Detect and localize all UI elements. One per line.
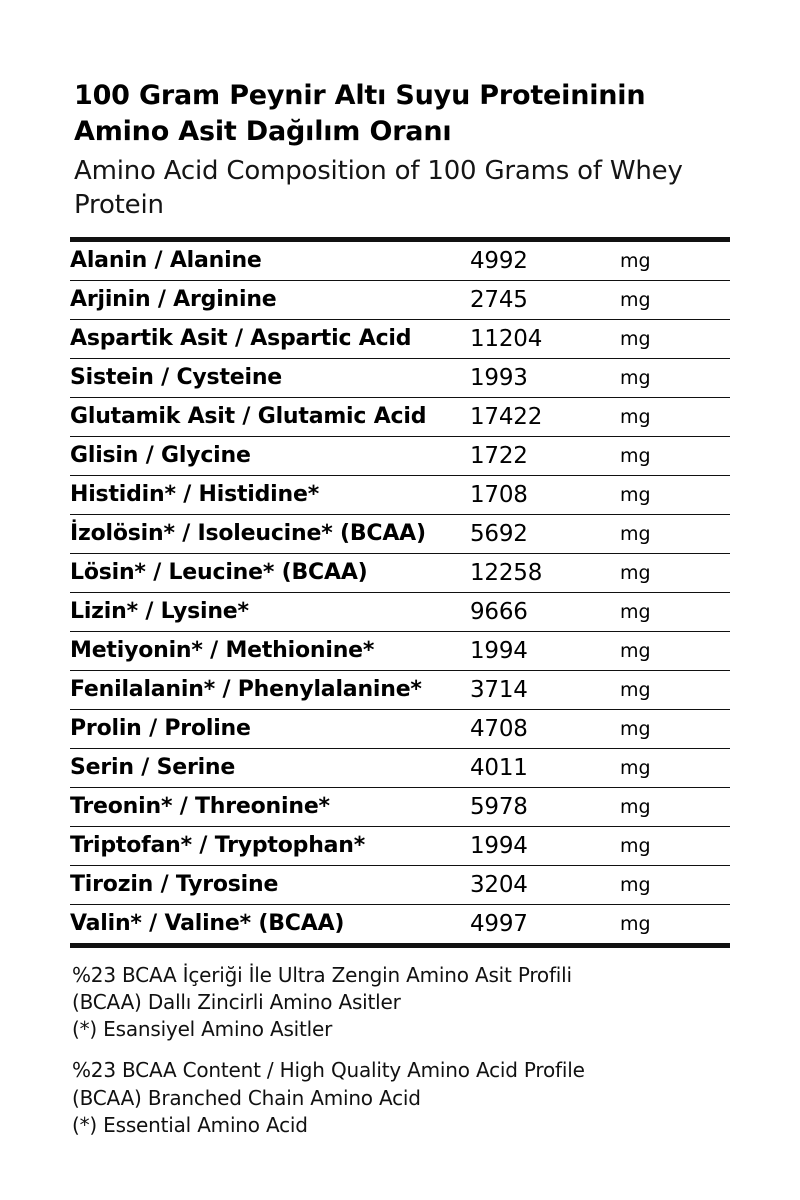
amino-acid-name: Triptofan* / Tryptophan*: [70, 826, 470, 865]
table-row: [70, 670, 730, 709]
amino-acid-value: 12258: [470, 553, 620, 592]
amino-acid-value: 3714: [470, 670, 620, 709]
amino-acid-value: 4708: [470, 709, 620, 748]
amino-acid-value: 1994: [470, 631, 620, 670]
amino-acid-name: Aspartik Asit / Aspartic Acid: [70, 319, 470, 358]
amino-acid-unit: mg: [620, 514, 730, 553]
table-bottom-divider: [70, 943, 730, 948]
amino-acid-name: Glutamik Asit / Glutamic Acid: [70, 397, 470, 436]
amino-acid-name: Tirozin / Tyrosine: [70, 865, 470, 904]
amino-acid-unit: mg: [620, 748, 730, 787]
table-row: [70, 280, 730, 319]
notes-english: [72, 1057, 730, 1139]
amino-acid-table-body: [70, 239, 730, 943]
amino-acid-name: Fenilalanin* / Phenylalanine*: [70, 670, 470, 709]
amino-acid-unit: mg: [620, 670, 730, 709]
amino-acid-unit: mg: [620, 826, 730, 865]
amino-acid-name: Sistein / Cysteine: [70, 358, 470, 397]
amino-acid-value: 9666: [470, 592, 620, 631]
page-title-english: Amino Acid Composition of 100 Grams of Whey Protein: [74, 156, 683, 221]
amino-acid-value: 11204: [470, 319, 620, 358]
amino-acid-unit: mg: [620, 787, 730, 826]
table-row: [70, 592, 730, 631]
amino-acid-unit: mg: [620, 475, 730, 514]
amino-acid-unit: mg: [620, 904, 730, 943]
amino-acid-unit: mg: [620, 280, 730, 319]
amino-acid-name: Serin / Serine: [70, 748, 470, 787]
amino-acid-value: 1993: [470, 358, 620, 397]
amino-acid-name: Histidin* / Histidine*: [70, 475, 470, 514]
amino-acid-value: 1708: [470, 475, 620, 514]
amino-acid-unit: mg: [620, 358, 730, 397]
amino-acid-name: Prolin / Proline: [70, 709, 470, 748]
amino-acid-value: 4011: [470, 748, 620, 787]
amino-acid-value: 1994: [470, 826, 620, 865]
amino-acid-unit: mg: [620, 592, 730, 631]
note-line: (BCAA) Dallı Zincirli Amino Asitler: [72, 990, 401, 1015]
notes-section: [72, 962, 730, 1139]
amino-acid-name: Lizin* / Lysine*: [70, 592, 470, 631]
amino-acid-table: [70, 237, 730, 943]
table-row: [70, 319, 730, 358]
note-line: (*) Essential Amino Acid: [72, 1112, 308, 1137]
table-row: [70, 904, 730, 943]
table-row: [70, 514, 730, 553]
note-line: %23 BCAA Content / High Quality Amino Acid Profile: [72, 1058, 585, 1083]
amino-acid-unit: mg: [620, 631, 730, 670]
table-row: [70, 631, 730, 670]
amino-acid-value: 2745: [470, 280, 620, 319]
table-row: [70, 397, 730, 436]
table-row: [70, 826, 730, 865]
amino-acid-value: 5692: [470, 514, 620, 553]
note-line: (BCAA) Branched Chain Amino Acid: [72, 1085, 421, 1110]
amino-acid-unit: mg: [620, 709, 730, 748]
table-row: [70, 865, 730, 904]
amino-acid-unit: mg: [620, 865, 730, 904]
table-row: [70, 748, 730, 787]
amino-acid-name: İzolösin* / Isoleucine* (BCAA): [70, 514, 470, 553]
amino-acid-name: Treonin* / Threonine*: [70, 787, 470, 826]
amino-acid-unit: mg: [620, 436, 730, 475]
notes-turkish: [72, 962, 730, 1044]
amino-acid-unit: mg: [620, 397, 730, 436]
amino-acid-value: 5978: [470, 787, 620, 826]
table-row: [70, 358, 730, 397]
amino-acid-unit: mg: [620, 239, 730, 280]
amino-acid-value: 4992: [470, 239, 620, 280]
table-row: [70, 436, 730, 475]
amino-acid-name: Arjinin / Arginine: [70, 280, 470, 319]
amino-acid-value: 4997: [470, 904, 620, 943]
amino-acid-unit: mg: [620, 319, 730, 358]
amino-acid-value: 1722: [470, 436, 620, 475]
amino-acid-name: Valin* / Valine* (BCAA): [70, 904, 470, 943]
amino-acid-value: 17422: [470, 397, 620, 436]
note-line: (*) Esansiyel Amino Asitler: [72, 1017, 333, 1042]
table-row: [70, 787, 730, 826]
table-row: [70, 709, 730, 748]
amino-acid-name: Glisin / Glycine: [70, 436, 470, 475]
page-title-turkish: 100 Gram Peynir Altı Suyu Proteininin Amino Asit Dağılım Oranı: [74, 80, 646, 147]
amino-acid-name: Lösin* / Leucine* (BCAA): [70, 553, 470, 592]
amino-acid-name: Alanin / Alanine: [70, 239, 470, 280]
amino-acid-unit: mg: [620, 553, 730, 592]
table-row: [70, 475, 730, 514]
table-row: [70, 553, 730, 592]
amino-acid-name: Metiyonin* / Methionine*: [70, 631, 470, 670]
table-row: [70, 239, 730, 280]
note-line: %23 BCAA İçeriği İle Ultra Zengin Amino Asit Profili: [72, 962, 572, 987]
amino-acid-value: 3204: [470, 865, 620, 904]
